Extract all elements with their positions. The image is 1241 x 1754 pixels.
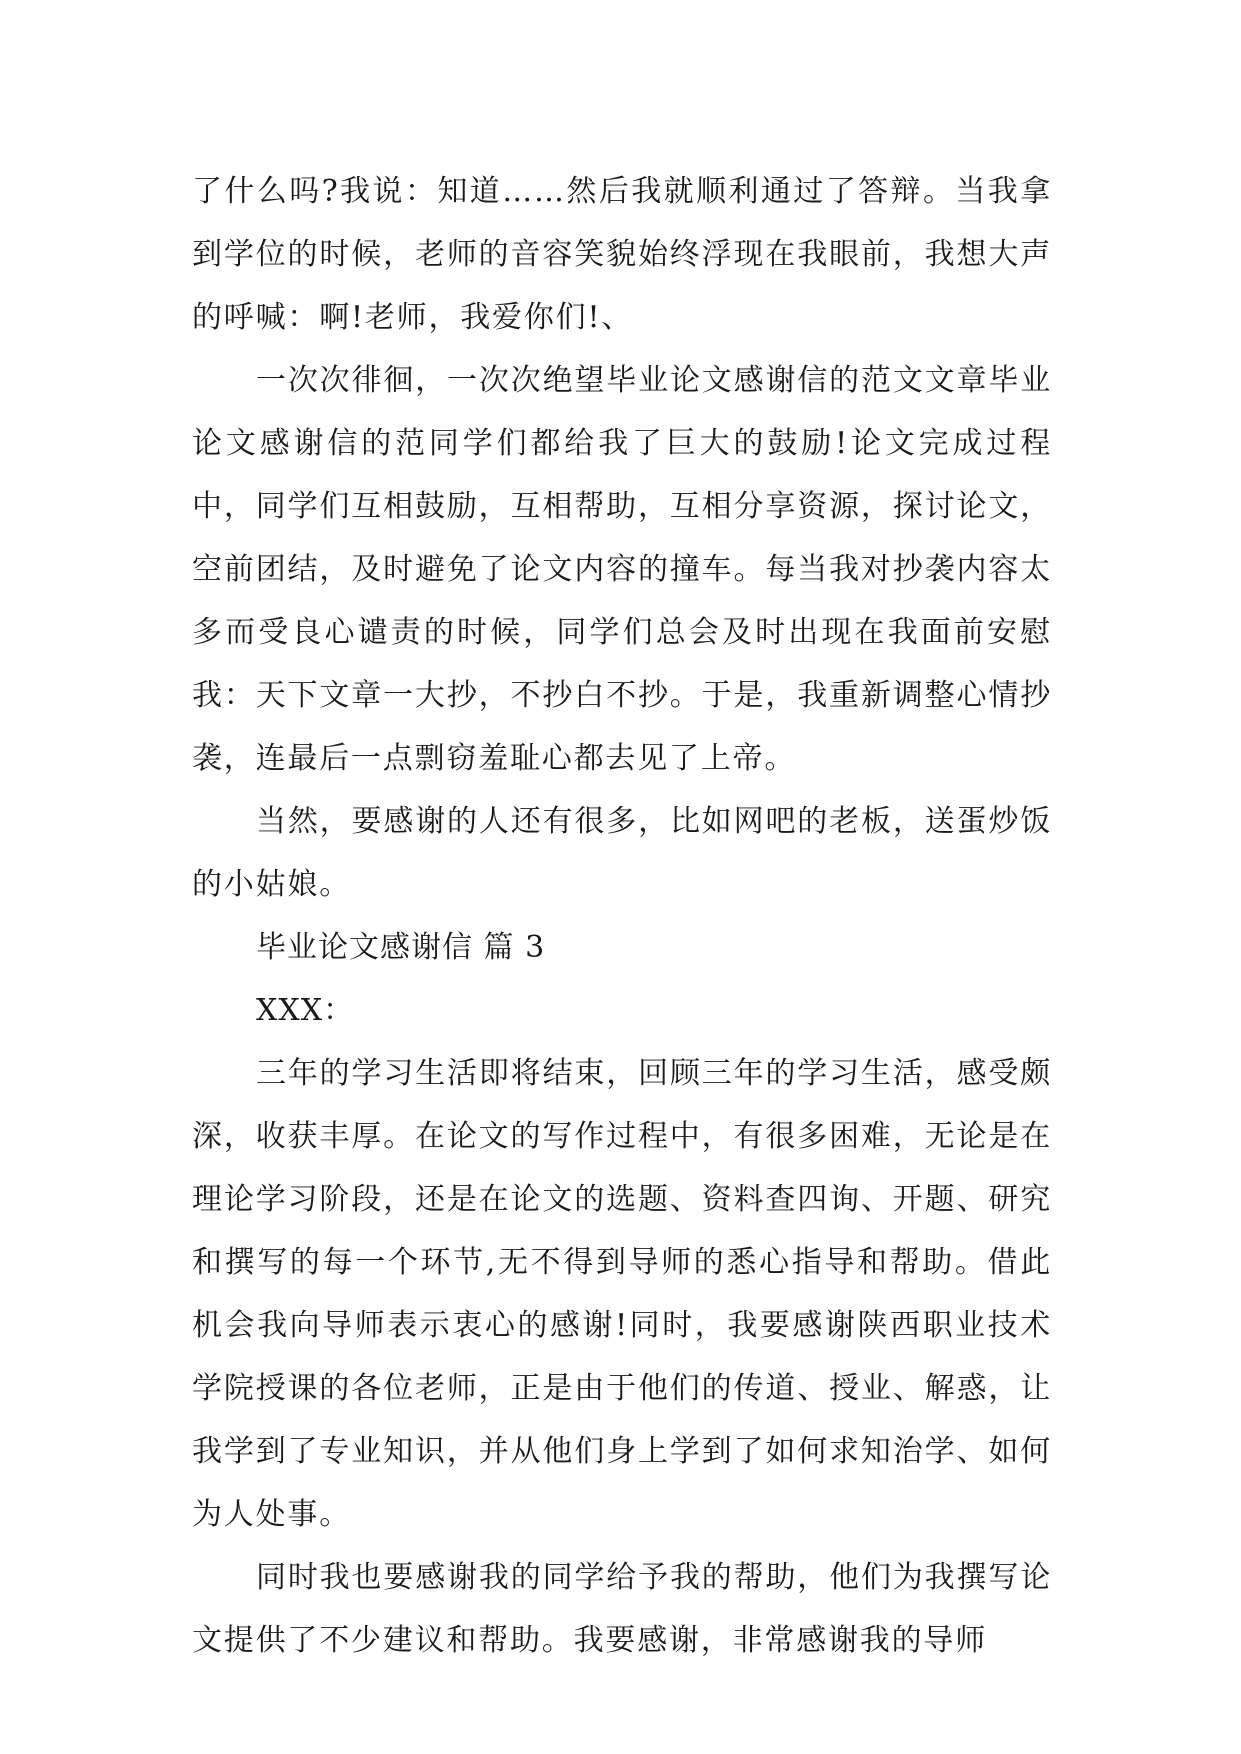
paragraph-continuation: 了什么吗?我说：知道……然后我就顺利通过了答辩。当我拿到学位的时候，老师的音容笑貌始终浮现在我眼前，我想大声的呼喊：啊!老师，我爱你们!、	[192, 174, 1052, 335]
paragraph-classmates: 一次次徘徊，一次次绝望毕业论文感谢信的范文文章毕业论文感谢信的范同学们都给我了巨大的鼓励!论文完成过程中，同学们互相鼓励，互相帮助，互相分享资源，探讨论文，空前团结，及时避免了论文内容的撞车。每当我对抄袭内容太多而受良心谴责的时候，同学们总会及时出现在我面前安慰我：天下文章一大抄，不抄白不抄。于是，我重新调整心情抄袭，连最后一点剽窃羞耻心都去见了上帝。	[192, 363, 1052, 776]
salutation: XXX：	[256, 993, 355, 1028]
paragraph-thanks-classmates: 同时我也要感谢我的同学给予我的帮助，他们为我撰写论文提供了不少建议和帮助。我要感谢，非常感谢我的导师	[192, 1560, 1052, 1658]
paragraph-thanks-advisor: 三年的学习生活即将结束，回顾三年的学习生活，感受颇深，收获丰厚。在论文的写作过程中，有很多困难，无论是在理论学习阶段，还是在论文的选题、资料查四询、开题、研究和撰写的每一个环节,无不得到导师的悉心指导和帮助。借此机会我向导师表示衷心的感谢!同时，我要感谢陕西职业技术学院授课的各位老师，正是由于他们的传道、授业、解惑，让我学到了专业知识，并从他们身上学到了如何求知治学、如何为人处事。	[192, 1056, 1052, 1532]
paragraph-others: 当然，要感谢的人还有很多，比如网吧的老板，送蛋炒饭的小姑娘。	[192, 804, 1052, 902]
section-heading: 毕业论文感谢信 篇 3	[256, 930, 546, 965]
document-page	[192, 160, 1052, 1672]
